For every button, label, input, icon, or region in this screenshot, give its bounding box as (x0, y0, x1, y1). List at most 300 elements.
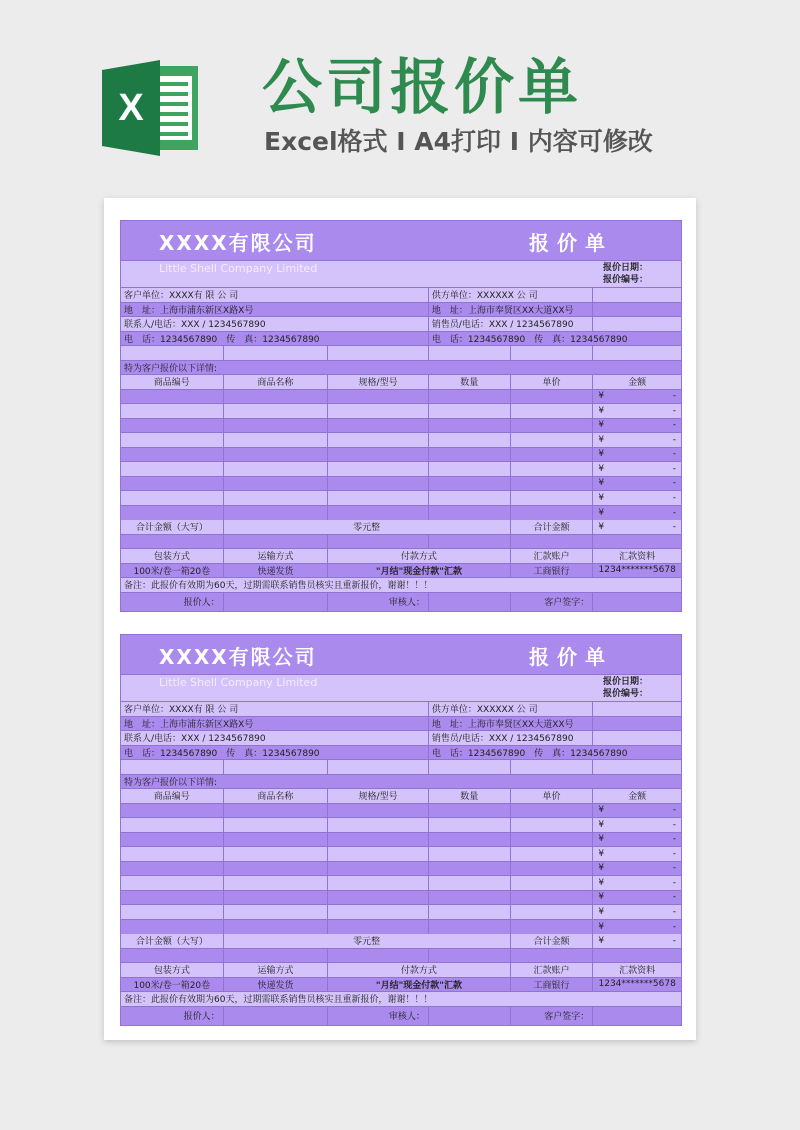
item-cell[interactable] (429, 905, 511, 919)
blank-cell[interactable] (224, 535, 329, 549)
total-upper-label: 合计金额（大写） (121, 520, 224, 534)
col-header-unit-price: 单价 (511, 789, 594, 803)
total-upper-value[interactable]: 零元整 (224, 934, 511, 948)
item-cell[interactable] (429, 491, 511, 505)
item-amount-cell[interactable] (593, 477, 681, 491)
blank-cell[interactable] (429, 535, 511, 549)
blank-cell[interactable] (328, 346, 429, 360)
amount-dash: - (672, 420, 676, 431)
quote-meta (603, 676, 648, 700)
address-row (121, 303, 681, 318)
item-row (121, 506, 681, 521)
item-row (121, 390, 681, 405)
packaging-header: 包装方式 (121, 963, 224, 977)
blank-cell[interactable] (593, 317, 681, 331)
item-cell[interactable] (511, 905, 594, 919)
supplier-address[interactable]: 地 址：上海市奉贤区XX大道XX号 (429, 303, 593, 317)
item-amount-cell[interactable] (593, 404, 681, 418)
yen-symbol: ¥ (598, 449, 605, 460)
customer-sign-label: 客户签字： (511, 593, 594, 611)
yen-symbol: ¥ (598, 492, 605, 503)
item-cell[interactable] (511, 876, 594, 890)
blank-cell[interactable] (224, 760, 329, 774)
reviewer-label: 审核人： (328, 1007, 429, 1025)
doc-title: 报价单 (529, 231, 613, 255)
item-cell[interactable] (511, 448, 594, 462)
note-row (121, 992, 681, 1007)
amount-dash: - (672, 391, 676, 402)
contact-row (121, 731, 681, 746)
english-name-row (121, 675, 681, 702)
page-title: 公司报价单 (262, 53, 582, 123)
item-cell[interactable] (224, 891, 329, 905)
amount-dash: - (672, 834, 676, 845)
col-header-unit-price: 单价 (511, 375, 594, 389)
item-cell[interactable] (224, 433, 329, 447)
yen-symbol: ¥ (598, 848, 605, 859)
yen-symbol: ¥ (598, 892, 605, 903)
item-amount-cell[interactable] (593, 905, 681, 919)
item-cell[interactable] (429, 506, 511, 521)
remit-info-header: 汇款资料 (619, 552, 656, 563)
blank-cell[interactable] (429, 346, 511, 360)
client-phone[interactable]: 电 话：1234567890 传 真：1234567890 (121, 332, 429, 346)
yen-symbol: ¥ (598, 819, 605, 830)
reviewer-field[interactable] (429, 1007, 511, 1025)
company-english-name: Little Shell Company Limited (159, 262, 318, 275)
quoter-label: 报价人： (121, 593, 224, 611)
item-cell[interactable] (511, 477, 594, 491)
packaging-value[interactable]: 100米/卷一箱20卷 (121, 564, 224, 578)
item-amount-cell[interactable] (593, 862, 681, 876)
item-row (121, 433, 681, 448)
item-cell[interactable] (429, 818, 511, 832)
client-unit[interactable]: 客户单位：XXXX有 限 公 司 (121, 702, 429, 716)
amount-dash: - (672, 805, 676, 816)
blank-cell[interactable] (593, 535, 681, 549)
item-cell[interactable] (511, 833, 594, 847)
item-cell[interactable] (121, 804, 224, 818)
item-cell[interactable] (328, 433, 429, 447)
item-cell[interactable] (429, 390, 511, 404)
item-amount-cell[interactable] (593, 847, 681, 861)
amount-dash: - (672, 521, 676, 532)
item-cell[interactable] (429, 462, 511, 476)
yen-symbol: ¥ (598, 877, 605, 888)
phone-row (121, 746, 681, 761)
total-label: 合计金额 (511, 520, 594, 534)
blank-cell[interactable] (511, 535, 594, 549)
item-cell[interactable] (224, 477, 329, 491)
sales-contact[interactable]: 销售员/电话：XXX / 1234567890 (429, 731, 593, 745)
item-cell[interactable] (511, 891, 594, 905)
item-cell[interactable] (328, 920, 429, 935)
blank-cell[interactable] (593, 760, 681, 774)
total-amount[interactable] (593, 520, 681, 534)
item-cell[interactable] (328, 804, 429, 818)
item-cell[interactable] (121, 419, 224, 433)
title-row (121, 635, 681, 675)
blank-cell[interactable] (511, 949, 594, 963)
item-cell[interactable] (511, 862, 594, 876)
item-row (121, 818, 681, 833)
item-cell[interactable] (328, 862, 429, 876)
yen-symbol: ¥ (598, 834, 605, 845)
yen-symbol: ¥ (598, 906, 605, 917)
client-address[interactable]: 地 址：上海市浦东新区X路X号 (121, 303, 429, 317)
title-row (121, 221, 681, 261)
col-header-spec: 规格/型号 (328, 789, 429, 803)
blank-row (121, 760, 681, 775)
amount-dash: - (672, 935, 676, 946)
item-row (121, 862, 681, 877)
quote-number-label: 报价编号： (603, 275, 649, 285)
item-cell[interactable] (511, 804, 594, 818)
item-amount-cell[interactable] (593, 891, 681, 905)
blank-cell[interactable] (328, 535, 429, 549)
blank-cell[interactable] (224, 346, 329, 360)
intro-row (121, 775, 681, 790)
blank-cell[interactable] (121, 760, 224, 774)
shipping-header: 运输方式 (224, 549, 329, 563)
item-cell[interactable] (429, 433, 511, 447)
item-cell[interactable] (511, 818, 594, 832)
intro-text: 特为客户报价以下详情: (124, 777, 218, 788)
quotation-sheet (120, 634, 682, 1026)
item-cell[interactable] (224, 905, 329, 919)
total-label: 合计金额 (511, 934, 594, 948)
yen-symbol: ¥ (598, 935, 605, 946)
item-cell[interactable] (121, 462, 224, 476)
item-cell[interactable] (328, 419, 429, 433)
item-cell[interactable] (429, 404, 511, 418)
remit-account-value[interactable]: 工商银行 (511, 978, 594, 992)
item-row (121, 448, 681, 463)
item-cell[interactable] (511, 419, 594, 433)
item-cell[interactable] (328, 833, 429, 847)
supplier-unit[interactable]: 供方单位：XXXXXX 公 司 (429, 288, 593, 302)
note-text: 备注：此报价有效期为60天，过期需联系销售员核实且重新报价，谢谢！！！ (124, 581, 433, 592)
amount-dash: - (672, 463, 676, 474)
item-amount-cell[interactable] (593, 833, 681, 847)
item-cell[interactable] (511, 847, 594, 861)
reviewer-field[interactable] (429, 593, 511, 611)
yen-symbol: ¥ (598, 420, 605, 431)
item-cell[interactable] (224, 876, 329, 890)
signature-row (121, 593, 681, 611)
item-cell[interactable] (224, 847, 329, 861)
shipping-value[interactable]: 快递发货 (224, 978, 329, 992)
blank-cell[interactable] (429, 760, 511, 774)
reviewer-label: 审核人： (328, 593, 429, 611)
quoter-field[interactable] (224, 1007, 329, 1025)
supplier-phone[interactable]: 电 话：1234567890 传 真：1234567890 (431, 748, 628, 759)
payment-value[interactable]: "月结"现金付款"汇款 (328, 564, 510, 578)
item-row (121, 905, 681, 920)
blank-cell[interactable] (593, 717, 681, 731)
blank-cell[interactable] (593, 303, 681, 317)
packaging-header: 包装方式 (121, 549, 224, 563)
remit-account-value[interactable]: 工商银行 (511, 564, 594, 578)
item-cell[interactable] (224, 491, 329, 505)
shipping-value[interactable]: 快递发货 (224, 564, 329, 578)
item-amount-cell[interactable] (593, 804, 681, 818)
blank-row (121, 949, 681, 964)
col-header-amount: 金额 (628, 792, 647, 803)
item-cell[interactable] (224, 506, 329, 521)
item-row (121, 491, 681, 506)
yen-symbol: ¥ (598, 507, 605, 518)
client-phone[interactable]: 电 话：1234567890 传 真：1234567890 (121, 746, 429, 760)
doc-title: 报价单 (529, 645, 613, 669)
item-cell[interactable] (429, 448, 511, 462)
item-row (121, 920, 681, 935)
blank-cell[interactable] (429, 949, 511, 963)
quoter-field[interactable] (224, 593, 329, 611)
quotation-sheet (120, 220, 682, 612)
blank-cell[interactable] (328, 949, 429, 963)
sales-contact[interactable]: 销售员/电话：XXX / 1234567890 (429, 317, 593, 331)
col-header-spec: 规格/型号 (328, 375, 429, 389)
item-cell[interactable] (224, 448, 329, 462)
item-cell[interactable] (429, 419, 511, 433)
shipping-header: 运输方式 (224, 963, 329, 977)
item-cell[interactable] (328, 462, 429, 476)
company-name: XXXX有限公司 (159, 231, 317, 255)
blank-cell[interactable] (328, 760, 429, 774)
item-cell[interactable] (429, 876, 511, 890)
yen-symbol: ¥ (598, 521, 605, 532)
amount-dash: - (672, 892, 676, 903)
item-row (121, 833, 681, 848)
item-cell[interactable] (224, 404, 329, 418)
item-cell[interactable] (224, 818, 329, 832)
item-cell[interactable] (328, 448, 429, 462)
yen-symbol: ¥ (598, 391, 605, 402)
total-upper-label: 合计金额（大写） (121, 934, 224, 948)
item-amount-cell[interactable] (593, 491, 681, 505)
quoter-label: 报价人： (121, 1007, 224, 1025)
item-cell[interactable] (121, 847, 224, 861)
item-cell[interactable] (511, 433, 594, 447)
blank-cell[interactable] (593, 731, 681, 745)
address-row (121, 717, 681, 732)
item-cell[interactable] (328, 404, 429, 418)
col-header-amount: 金额 (628, 378, 647, 389)
svg-text:X: X (118, 87, 144, 129)
amount-dash: - (672, 405, 676, 416)
item-amount-cell[interactable] (593, 506, 681, 521)
item-cell[interactable] (224, 462, 329, 476)
amount-dash: - (672, 906, 676, 917)
yen-symbol: ¥ (598, 805, 605, 816)
item-cell[interactable] (328, 818, 429, 832)
item-cell[interactable] (429, 477, 511, 491)
item-cell[interactable] (328, 390, 429, 404)
col-header-item-name: 商品名称 (224, 789, 329, 803)
item-row (121, 876, 681, 891)
amount-dash: - (672, 848, 676, 859)
item-cell[interactable] (121, 506, 224, 521)
item-amount-cell[interactable] (593, 818, 681, 832)
intro-row (121, 361, 681, 376)
blank-cell[interactable] (593, 346, 681, 360)
blank-cell[interactable] (593, 288, 681, 302)
remit-info-value[interactable]: 1234*******5678 (598, 565, 676, 576)
item-row (121, 847, 681, 862)
yen-symbol: ¥ (598, 463, 605, 474)
item-cell[interactable] (224, 833, 329, 847)
amount-dash: - (672, 819, 676, 830)
column-header-row (121, 789, 681, 804)
customer-sign-field[interactable] (593, 1007, 681, 1025)
item-amount-cell[interactable] (593, 462, 681, 476)
item-cell[interactable] (224, 804, 329, 818)
blank-cell[interactable] (121, 535, 224, 549)
item-cell[interactable] (511, 506, 594, 521)
item-cell[interactable] (429, 833, 511, 847)
item-row (121, 477, 681, 492)
blank-cell[interactable] (121, 346, 224, 360)
client-address[interactable]: 地 址：上海市浦东新区X路X号 (121, 717, 429, 731)
blank-cell[interactable] (511, 760, 594, 774)
amount-dash: - (672, 863, 676, 874)
total-row (121, 520, 681, 535)
item-amount-cell[interactable] (593, 876, 681, 890)
item-cell[interactable] (511, 491, 594, 505)
item-cell[interactable] (121, 433, 224, 447)
item-cell[interactable] (328, 876, 429, 890)
col-header-quantity: 数量 (429, 375, 511, 389)
item-cell[interactable] (121, 390, 224, 404)
item-cell[interactable] (511, 390, 594, 404)
terms-header-row (121, 549, 681, 564)
blank-cell[interactable] (593, 949, 681, 963)
company-english-name: Little Shell Company Limited (159, 676, 318, 689)
item-cell[interactable] (429, 920, 511, 935)
total-row (121, 934, 681, 949)
item-cell[interactable] (429, 804, 511, 818)
quote-meta (603, 262, 648, 286)
amount-dash: - (672, 507, 676, 518)
item-row (121, 419, 681, 434)
item-row (121, 804, 681, 819)
blank-row (121, 535, 681, 550)
paper-sheet (104, 198, 696, 1040)
item-cell[interactable] (224, 419, 329, 433)
yen-symbol: ¥ (598, 478, 605, 489)
yen-symbol: ¥ (598, 434, 605, 445)
item-cell[interactable] (121, 905, 224, 919)
item-row (121, 462, 681, 477)
yen-symbol: ¥ (598, 863, 605, 874)
total-amount[interactable] (593, 934, 681, 948)
item-cell[interactable] (511, 920, 594, 935)
item-amount-cell[interactable] (593, 390, 681, 404)
item-cell[interactable] (429, 862, 511, 876)
blank-cell[interactable] (121, 949, 224, 963)
intro-text: 特为客户报价以下详情: (124, 363, 218, 374)
item-cell[interactable] (511, 462, 594, 476)
supplier-phone[interactable]: 电 话：1234567890 传 真：1234567890 (431, 334, 628, 345)
packaging-value[interactable]: 100米/卷一箱20卷 (121, 978, 224, 992)
item-cell[interactable] (511, 404, 594, 418)
item-cell[interactable] (121, 491, 224, 505)
item-amount-cell[interactable] (593, 920, 681, 935)
item-cell[interactable] (328, 477, 429, 491)
item-cell[interactable] (121, 920, 224, 935)
supplier-unit[interactable]: 供方单位：XXXXXX 公 司 (429, 702, 593, 716)
remit-info-value[interactable]: 1234*******5678 (598, 979, 676, 990)
payment-value[interactable]: "月结"现金付款"汇款 (328, 978, 510, 992)
item-amount-cell[interactable] (593, 433, 681, 447)
supplier-address[interactable]: 地 址：上海市奉贤区XX大道XX号 (429, 717, 593, 731)
yen-symbol: ¥ (598, 405, 605, 416)
quote-number-label: 报价编号： (603, 689, 649, 699)
item-amount-cell[interactable] (593, 419, 681, 433)
item-cell[interactable] (328, 847, 429, 861)
terms-value-row (121, 978, 681, 993)
party-row (121, 288, 681, 303)
blank-cell[interactable] (593, 702, 681, 716)
item-row (121, 404, 681, 419)
item-cell[interactable] (429, 891, 511, 905)
item-cell[interactable] (121, 404, 224, 418)
total-upper-value[interactable]: 零元整 (224, 520, 511, 534)
item-row (121, 891, 681, 906)
client-contact[interactable]: 联系人/电话：XXX / 1234567890 (121, 317, 429, 331)
client-unit[interactable]: 客户单位：XXXX有 限 公 司 (121, 288, 429, 302)
yen-symbol: ¥ (598, 921, 605, 932)
col-header-item-code: 商品编号 (121, 789, 224, 803)
item-cell[interactable] (328, 891, 429, 905)
amount-dash: - (672, 478, 676, 489)
item-cell[interactable] (121, 876, 224, 890)
english-name-row (121, 261, 681, 288)
amount-dash: - (672, 921, 676, 932)
amount-dash: - (672, 492, 676, 503)
item-cell[interactable] (429, 847, 511, 861)
item-cell[interactable] (121, 477, 224, 491)
item-cell[interactable] (224, 920, 329, 935)
col-header-item-code: 商品编号 (121, 375, 224, 389)
item-cell[interactable] (121, 818, 224, 832)
blank-cell[interactable] (511, 346, 594, 360)
remit-account-header: 汇款账户 (511, 963, 594, 977)
company-name: XXXX有限公司 (159, 645, 317, 669)
item-amount-cell[interactable] (593, 448, 681, 462)
terms-value-row (121, 564, 681, 579)
customer-sign-field[interactable] (593, 593, 681, 611)
col-header-quantity: 数量 (429, 789, 511, 803)
item-cell[interactable] (224, 862, 329, 876)
quote-date-label: 报价日期： (603, 263, 649, 273)
item-cell[interactable] (328, 905, 429, 919)
item-cell[interactable] (121, 862, 224, 876)
payment-header: 付款方式 (328, 963, 510, 977)
blank-cell[interactable] (224, 949, 329, 963)
item-cell[interactable] (121, 833, 224, 847)
signature-row (121, 1007, 681, 1025)
item-cell[interactable] (328, 506, 429, 521)
contact-row (121, 317, 681, 332)
client-contact[interactable]: 联系人/电话：XXX / 1234567890 (121, 731, 429, 745)
item-cell[interactable] (121, 891, 224, 905)
item-cell[interactable] (224, 390, 329, 404)
amount-dash: - (672, 449, 676, 460)
item-cell[interactable] (121, 448, 224, 462)
item-cell[interactable] (328, 491, 429, 505)
